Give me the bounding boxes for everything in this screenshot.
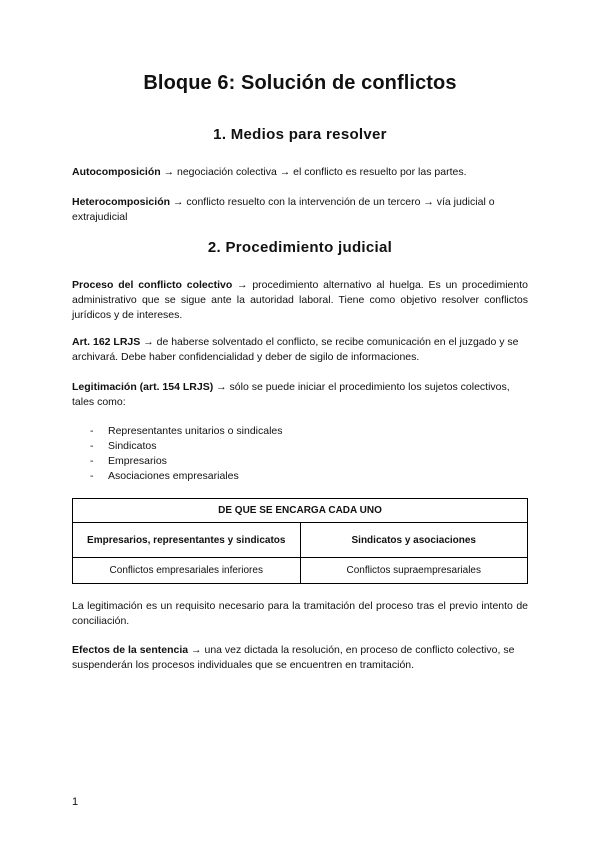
term-autocomposicion: Autocomposición: [72, 166, 161, 178]
paragraph-legitimacion: [72, 380, 528, 410]
table-cell-supraempresariales: Conflictos supraempresariales: [300, 558, 528, 584]
responsibilities-table: [72, 498, 528, 584]
paragraph-efectos-sentencia: [72, 643, 528, 673]
section-heading-medios: 1. Medios para resolver: [213, 126, 387, 143]
list-item: - Representantes unitarios o sindicales: [90, 424, 283, 439]
term-art-162: Art. 162 LRJS: [72, 336, 141, 348]
term-efectos-sentencia: Efectos de la sentencia: [72, 644, 189, 656]
paragraph-legitimacion-requisito: La legitimación es un requisito necesario para la tramitación del proceso tras el previo intento de conciliación.: [72, 600, 528, 627]
document-title: Bloque 6: Solución de conflictos: [143, 72, 457, 94]
text-autocomposicion: → negociación colectiva → el conflicto es resuelto por las partes.: [160, 166, 467, 178]
term-heterocomposicion: Heterocomposición: [72, 196, 171, 208]
paragraph-art-162: [72, 335, 528, 365]
section-heading-procedimiento: 2. Procedimiento judicial: [207, 239, 393, 256]
list-item: - Asociaciones empresariales: [90, 469, 283, 484]
term-legitimacion: Legitimación (art. 154 LRJS): [72, 381, 214, 393]
paragraph-proceso-conflicto: [72, 278, 528, 323]
term-proceso-conflicto: Proceso del conflicto colectivo: [72, 279, 233, 291]
table-cell-inferiores: Conflictos empresariales inferiores: [73, 558, 301, 584]
table-header-empresarios: Empresarios, representantes y sindicatos: [73, 523, 301, 558]
paragraph-heterocomposicion: [72, 195, 528, 225]
text-legitimacion: → sólo se puede iniciar el procedimiento los sujetos colectivos, tales como:: [72, 381, 510, 408]
text-proceso-conflicto: → procedimiento alternativo al huelga. Es un procedimiento administrativo que se sigue ante la autoridad laboral. Tiene como objetivo resolver conflictos jurídicos y de intereses.: [72, 279, 528, 321]
text-heterocomposicion: → conflicto resuelto con la intervención de un tercero → vía judicial o extrajudicial: [72, 196, 495, 223]
table-title: DE QUE SE ENCARGA CADA UNO: [73, 499, 528, 523]
table-header-sindicatos: Sindicatos y asociaciones: [300, 523, 528, 558]
list-item: - Empresarios: [90, 454, 283, 469]
paragraph-autocomposicion: [72, 165, 528, 180]
text-art-162: → de haberse solventado el conflicto, se recibe comunicación en el juzgado y se archivará. Debe haber confidencialidad y deber de sigilo de informaciones.: [72, 336, 519, 363]
list-item: - Sindicatos: [90, 439, 283, 454]
text-efectos-sentencia: → una vez dictada la resolución, en proceso de conflicto colectivo, se suspenderán los procesos individuales que se encuentren en tramitación.: [72, 644, 515, 671]
sujetos-list: [90, 424, 283, 484]
page-number: 1: [72, 796, 79, 808]
